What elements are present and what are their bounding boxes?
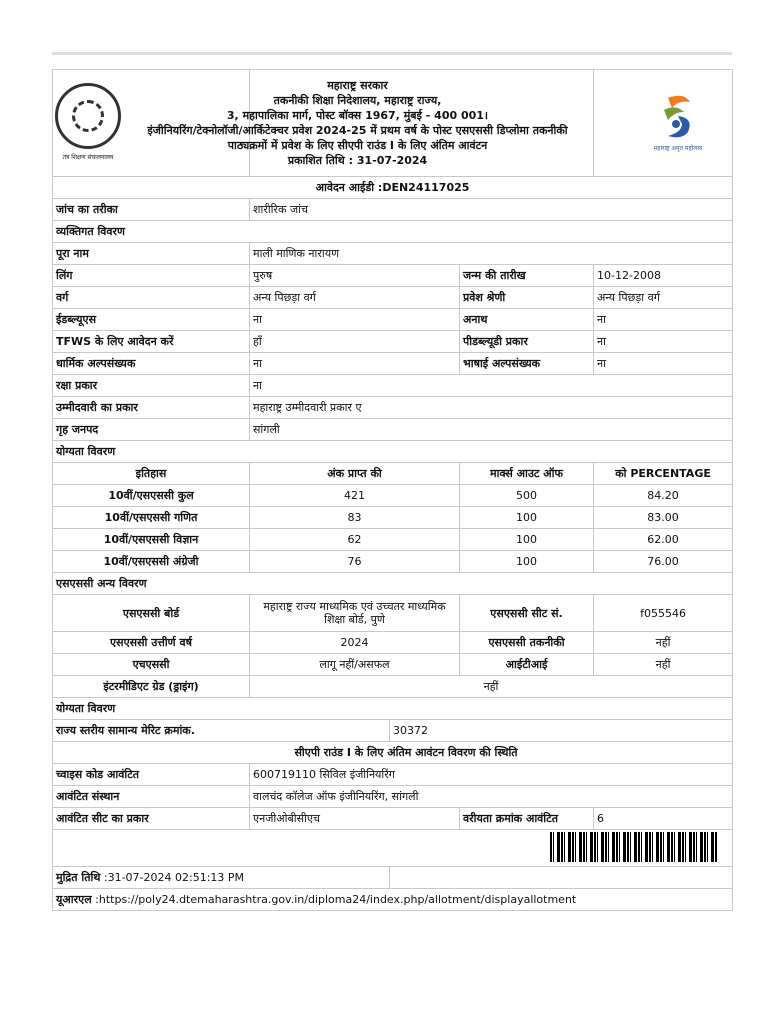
table-row bbox=[53, 507, 733, 529]
qual-subject: 10वीं/एसएससी कुल bbox=[53, 485, 250, 507]
page-url bbox=[53, 889, 733, 911]
personal-section-title: व्यक्तिगत विवरण bbox=[53, 221, 733, 243]
printed-date bbox=[53, 867, 390, 889]
intermediate-grade-value: नहीं bbox=[250, 676, 733, 698]
admission-category-value: अन्य पिछड़ा वर्ग bbox=[594, 287, 733, 309]
ssc-year-value: 2024 bbox=[250, 632, 460, 654]
printed-date-blank bbox=[390, 867, 733, 889]
qual-subject: 10वीं/एसएससी गणित bbox=[53, 507, 250, 529]
pwd-label: पीडब्ल्यूडी प्रकार bbox=[460, 331, 594, 353]
name-label: पूरा नाम bbox=[53, 243, 250, 265]
qual-obtained: 62 bbox=[250, 529, 460, 551]
qual-header-obtained: अंक प्राप्त की bbox=[250, 463, 460, 485]
logo-caption: महाराष्ट्र अमृत महोत्सव bbox=[653, 144, 703, 152]
qual-percentage: 62.00 bbox=[594, 529, 733, 551]
printed-date-label: मुद्रित तिथि bbox=[56, 871, 101, 884]
header-line2: तकनीकी शिक्षा निदेशालय, महाराष्ट्र राज्य, bbox=[273, 94, 442, 107]
dte-seal-icon bbox=[55, 83, 121, 149]
header-line1: महाराष्ट्र सरकार bbox=[327, 79, 388, 92]
seat-type-value: एनजीओबीसीएच bbox=[250, 808, 460, 830]
url-label: यूआरएल bbox=[56, 893, 92, 906]
hsc-value: लागू नहीं/असफल bbox=[250, 654, 460, 676]
header-line3: 3, महापालिका मार्ग, पोस्ट बॉक्स 1967, मुंबई - 400 001। bbox=[226, 109, 489, 122]
home-district-label: गृह जनपद bbox=[53, 419, 250, 441]
header-text-cell bbox=[147, 70, 594, 177]
ssc-seat-label: एसएससी सीट सं. bbox=[460, 595, 594, 632]
allotment-title: सीएपी राउंड I के लिए अंतिम आवंटन विवरण की स्थिति bbox=[53, 742, 733, 764]
qual-subject: 10वीं/एसएससी विज्ञान bbox=[53, 529, 250, 551]
barcode-icon bbox=[550, 832, 718, 862]
ssc-board-label: एसएससी बोर्ड bbox=[53, 595, 250, 632]
ews-label: ईडब्ल्यूएस bbox=[53, 309, 250, 331]
institute-value: वालचंद कॉलेज ऑफ इंजीनियरिंग, सांगली bbox=[250, 786, 733, 808]
tfws-value: हाँ bbox=[250, 331, 460, 353]
hsc-label: एचएससी bbox=[53, 654, 250, 676]
candidature-label: उम्मीदवारी का प्रकार bbox=[53, 397, 250, 419]
logo-cell bbox=[594, 70, 733, 177]
defence-label: रक्षा प्रकार bbox=[53, 375, 250, 397]
top-divider bbox=[52, 52, 732, 55]
header-line5: पाठ्यक्रमों में प्रवेश के लिए सीएपी राउंड I के लिए अंतिम आवंटन bbox=[227, 139, 488, 152]
qual-header-outof: मार्क्स आउट ऑफ bbox=[460, 463, 594, 485]
category-value: अन्य पिछड़ा वर्ग bbox=[250, 287, 460, 309]
home-district-value: सांगली bbox=[250, 419, 733, 441]
pwd-value: ना bbox=[594, 331, 733, 353]
ews-value: ना bbox=[250, 309, 460, 331]
orphan-value: ना bbox=[594, 309, 733, 331]
dob-label: जन्म की तारीख bbox=[460, 265, 594, 287]
choice-code-label: च्वाइस कोड आवंटित bbox=[53, 764, 250, 786]
verify-value: शारीरिक जांच bbox=[250, 199, 733, 221]
ssc-section-title: एसएससी अन्य विवरण bbox=[53, 573, 733, 595]
intermediate-grade-label: इंटरमीडिएट ग्रेड (ड्राइंग) bbox=[53, 676, 250, 698]
tfws-label: TFWS के लिए आवेदन करें bbox=[53, 331, 250, 353]
qual-percentage: 83.00 bbox=[594, 507, 733, 529]
iti-value: नहीं bbox=[594, 654, 733, 676]
dob-value: 10-12-2008 bbox=[594, 265, 733, 287]
qual-obtained: 421 bbox=[250, 485, 460, 507]
qual-percentage: 76.00 bbox=[594, 551, 733, 573]
printed-date-value: :31-07-2024 02:51:13 PM bbox=[100, 871, 245, 884]
linguistic-minority-value: ना bbox=[594, 353, 733, 375]
linguistic-minority-label: भाषाई अल्पसंख्यक bbox=[460, 353, 594, 375]
ssc-seat-value: f055546 bbox=[594, 595, 733, 632]
gender-value: पुरुष bbox=[250, 265, 460, 287]
ssc-technical-value: नहीं bbox=[594, 632, 733, 654]
allotment-sheet bbox=[52, 69, 733, 911]
application-id: आवेदन आईडी :DEN24117025 bbox=[53, 177, 733, 199]
preference-label: वरीयता क्रमांक आवंटित bbox=[460, 808, 594, 830]
seat-type-label: आवंटित सीट का प्रकार bbox=[53, 808, 250, 830]
merit-section-title: योग्यता विवरण bbox=[53, 698, 733, 720]
religious-minority-label: धार्मिक अल्पसंख्यक bbox=[53, 353, 250, 375]
url-value: :https://poly24.dtemaharashtra.gov.in/diploma24/index.php/allotment/displayallotment bbox=[91, 893, 577, 906]
admission-category-label: प्रवेश श्रेणी bbox=[460, 287, 594, 309]
gender-label: लिंग bbox=[53, 265, 250, 287]
table-row bbox=[53, 551, 733, 573]
merit-label: राज्य स्तरीय सामान्य मेरिट क्रमांक. bbox=[53, 720, 390, 742]
verify-label: जांच का तरीका bbox=[53, 199, 250, 221]
qual-subject: 10वीं/एसएससी अंग्रेजी bbox=[53, 551, 250, 573]
ssc-technical-label: एसएससी तकनीकी bbox=[460, 632, 594, 654]
candidature-value: महाराष्ट्र उम्मीदवारी प्रकार ए bbox=[250, 397, 733, 419]
choice-code-value: 600719110 सिविल इंजीनियरिंग bbox=[250, 764, 733, 786]
category-label: वर्ग bbox=[53, 287, 250, 309]
barcode-cell bbox=[53, 830, 733, 867]
qual-header-percentage: को PERCENTAGE bbox=[594, 463, 733, 485]
preference-value: 6 bbox=[594, 808, 733, 830]
table-row bbox=[53, 485, 733, 507]
header-line6: प्रकाशित तिथि : 31-07-2024 bbox=[287, 154, 428, 167]
header-line4: इंजीनियरिंग/टेक्नोलॉजी/आर्किटेक्चर प्रवेश 2024-25 में प्रथम वर्ष के पोस्ट एसएससी डिप्लोमा तकनीकी bbox=[147, 124, 568, 137]
ssc-year-label: एसएससी उत्तीर्ण वर्ष bbox=[53, 632, 250, 654]
qual-outof: 500 bbox=[460, 485, 594, 507]
seal-caption: तंत्र शिक्षण संचालनालय bbox=[62, 153, 114, 161]
defence-value: ना bbox=[250, 375, 733, 397]
table-row bbox=[53, 529, 733, 551]
qualification-section-title: योग्यता विवरण bbox=[53, 441, 733, 463]
qual-obtained: 76 bbox=[250, 551, 460, 573]
amrit-mahotsav-logo-icon bbox=[654, 92, 702, 142]
name-value: माली माणिक नारायण bbox=[250, 243, 733, 265]
institute-label: आवंटित संस्थान bbox=[53, 786, 250, 808]
orphan-label: अनाथ bbox=[460, 309, 594, 331]
qual-outof: 100 bbox=[460, 529, 594, 551]
qual-outof: 100 bbox=[460, 507, 594, 529]
qual-outof: 100 bbox=[460, 551, 594, 573]
qual-obtained: 83 bbox=[250, 507, 460, 529]
qual-percentage: 84.20 bbox=[594, 485, 733, 507]
iti-label: आईटीआई bbox=[460, 654, 594, 676]
qual-header-history: इतिहास bbox=[53, 463, 250, 485]
ssc-board-value: महाराष्ट्र राज्य माध्यमिक एवं उच्चतर माध्यमिक शिक्षा बोर्ड, पुणे bbox=[250, 595, 460, 632]
religious-minority-value: ना bbox=[250, 353, 460, 375]
merit-value: 30372 bbox=[390, 720, 733, 742]
